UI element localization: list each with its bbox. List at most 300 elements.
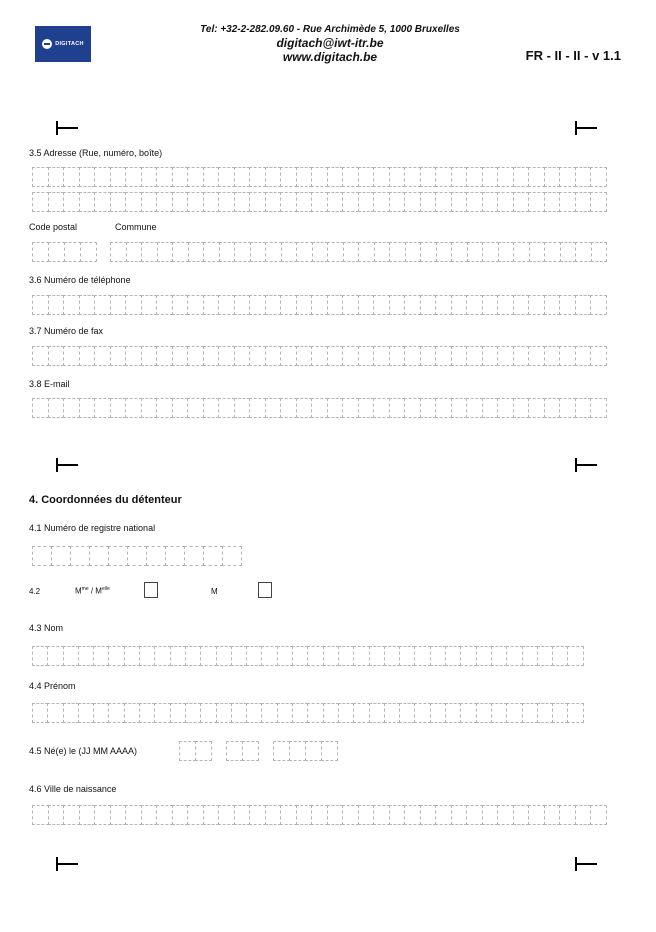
char-box[interactable] [389,167,406,187]
char-box[interactable] [430,646,446,666]
char-box[interactable] [47,646,63,666]
char-box[interactable] [187,398,204,418]
char-box[interactable] [307,646,323,666]
char-box[interactable] [513,192,530,212]
char-box[interactable] [338,703,354,723]
char-box[interactable] [249,167,266,187]
char-box[interactable] [249,346,266,366]
char-box[interactable] [513,805,530,825]
commune-field[interactable] [110,242,606,262]
char-box[interactable] [420,295,437,315]
char-box[interactable] [234,398,251,418]
name-field[interactable] [32,646,583,666]
char-box[interactable] [78,646,94,666]
char-box[interactable] [231,646,247,666]
char-box[interactable] [234,167,251,187]
char-box[interactable] [141,346,158,366]
char-box[interactable] [353,646,369,666]
char-box[interactable] [78,703,94,723]
char-box[interactable] [48,398,65,418]
char-box[interactable] [389,805,406,825]
char-box[interactable] [497,295,514,315]
char-box[interactable] [127,546,147,566]
char-box[interactable] [218,346,235,366]
char-box[interactable] [187,295,204,315]
char-box[interactable] [126,242,143,262]
char-box[interactable] [497,346,514,366]
char-box[interactable] [414,646,430,666]
char-box[interactable] [139,646,155,666]
char-box[interactable] [466,167,483,187]
char-box[interactable] [172,346,189,366]
char-box[interactable] [358,398,375,418]
char-box[interactable] [420,398,437,418]
char-box[interactable] [110,805,127,825]
char-box[interactable] [32,167,49,187]
char-box[interactable] [292,646,308,666]
char-box[interactable] [404,346,421,366]
char-box[interactable] [373,167,390,187]
char-box[interactable] [265,167,282,187]
address-line-1-field[interactable] [32,167,606,187]
char-box[interactable] [591,242,608,262]
char-box[interactable] [218,398,235,418]
char-box[interactable] [498,242,515,262]
char-box[interactable] [338,646,354,666]
char-box[interactable] [513,398,530,418]
char-box[interactable] [506,703,522,723]
char-box[interactable] [141,167,158,187]
char-box[interactable] [200,646,216,666]
char-box[interactable] [125,805,142,825]
char-box[interactable] [358,167,375,187]
char-box[interactable] [323,646,339,666]
char-box[interactable] [280,805,297,825]
char-box[interactable] [110,242,127,262]
char-box[interactable] [292,703,308,723]
char-box[interactable] [48,242,65,262]
char-box[interactable] [358,242,375,262]
char-box[interactable] [327,192,344,212]
char-box[interactable] [404,295,421,315]
email-field[interactable] [32,398,606,418]
char-box[interactable] [234,192,251,212]
char-box[interactable] [64,242,81,262]
char-box[interactable] [48,346,65,366]
char-box[interactable] [249,805,266,825]
char-box[interactable] [280,192,297,212]
char-box[interactable] [528,295,545,315]
char-box[interactable] [513,295,530,315]
char-box[interactable] [311,295,328,315]
char-box[interactable] [482,346,499,366]
char-box[interactable] [544,167,561,187]
char-box[interactable] [307,703,323,723]
char-box[interactable] [265,398,282,418]
char-box[interactable] [141,242,158,262]
char-box[interactable] [63,703,79,723]
char-box[interactable] [327,242,344,262]
char-box[interactable] [559,398,576,418]
char-box[interactable] [327,167,344,187]
char-box[interactable] [203,167,220,187]
char-box[interactable] [94,295,111,315]
char-box[interactable] [537,646,553,666]
char-box[interactable] [373,398,390,418]
char-box[interactable] [218,167,235,187]
char-box[interactable] [327,346,344,366]
char-box[interactable] [79,346,96,366]
fax-field[interactable] [32,346,606,366]
char-box[interactable] [420,192,437,212]
char-box[interactable] [528,346,545,366]
char-box[interactable] [203,805,220,825]
char-box[interactable] [289,741,306,761]
char-box[interactable] [544,346,561,366]
char-box[interactable] [203,346,220,366]
char-box[interactable] [48,167,65,187]
char-box[interactable] [125,398,142,418]
char-box[interactable] [296,346,313,366]
char-box[interactable] [32,805,49,825]
char-box[interactable] [79,167,96,187]
char-box[interactable] [575,346,592,366]
char-box[interactable] [575,242,592,262]
char-box[interactable] [482,192,499,212]
char-box[interactable] [94,192,111,212]
char-box[interactable] [436,242,453,262]
char-box[interactable] [559,295,576,315]
char-box[interactable] [172,398,189,418]
char-box[interactable] [552,646,568,666]
char-box[interactable] [32,398,49,418]
char-box[interactable] [404,192,421,212]
char-box[interactable] [311,192,328,212]
char-box[interactable] [311,167,328,187]
char-box[interactable] [165,546,185,566]
char-box[interactable] [170,646,186,666]
char-box[interactable] [154,703,170,723]
char-box[interactable] [544,398,561,418]
char-box[interactable] [497,167,514,187]
char-box[interactable] [125,295,142,315]
char-box[interactable] [141,398,158,418]
char-box[interactable] [305,741,322,761]
char-box[interactable] [218,295,235,315]
postal-code-field[interactable] [32,242,96,262]
char-box[interactable] [399,646,415,666]
char-box[interactable] [203,546,223,566]
char-box[interactable] [203,242,220,262]
char-box[interactable] [522,703,538,723]
char-box[interactable] [544,242,561,262]
char-box[interactable] [296,242,313,262]
birthplace-field[interactable] [32,805,606,825]
char-box[interactable] [63,346,80,366]
char-box[interactable] [590,192,607,212]
char-box[interactable] [265,346,282,366]
char-box[interactable] [491,703,507,723]
char-box[interactable] [156,192,173,212]
char-box[interactable] [435,398,452,418]
char-box[interactable] [94,805,111,825]
birth-month-field[interactable] [226,741,258,761]
char-box[interactable] [187,192,204,212]
char-box[interactable] [466,295,483,315]
char-box[interactable] [296,805,313,825]
char-box[interactable] [234,805,251,825]
char-box[interactable] [482,805,499,825]
char-box[interactable] [537,703,553,723]
char-box[interactable] [246,646,262,666]
char-box[interactable] [343,242,360,262]
char-box[interactable] [188,242,205,262]
mme-mlle-checkbox[interactable] [144,582,158,598]
char-box[interactable] [125,192,142,212]
char-box[interactable] [575,295,592,315]
char-box[interactable] [234,242,251,262]
char-box[interactable] [358,295,375,315]
char-box[interactable] [528,805,545,825]
char-box[interactable] [32,546,52,566]
char-box[interactable] [125,167,142,187]
char-box[interactable] [108,646,124,666]
char-box[interactable] [590,167,607,187]
char-box[interactable] [342,805,359,825]
char-box[interactable] [203,398,220,418]
char-box[interactable] [467,242,484,262]
national-register-field[interactable] [32,546,241,566]
char-box[interactable] [323,703,339,723]
char-box[interactable] [246,703,262,723]
char-box[interactable] [358,192,375,212]
char-box[interactable] [528,192,545,212]
char-box[interactable] [513,346,530,366]
char-box[interactable] [172,192,189,212]
char-box[interactable] [93,646,109,666]
char-box[interactable] [575,805,592,825]
char-box[interactable] [466,192,483,212]
char-box[interactable] [280,398,297,418]
char-box[interactable] [420,805,437,825]
char-box[interactable] [311,805,328,825]
char-box[interactable] [528,167,545,187]
char-box[interactable] [311,346,328,366]
char-box[interactable] [560,242,577,262]
char-box[interactable] [261,703,277,723]
char-box[interactable] [369,646,385,666]
m-checkbox[interactable] [258,582,272,598]
char-box[interactable] [544,805,561,825]
char-box[interactable] [172,242,189,262]
char-box[interactable] [405,242,422,262]
char-box[interactable] [156,295,173,315]
char-box[interactable] [154,646,170,666]
char-box[interactable] [234,295,251,315]
char-box[interactable] [172,295,189,315]
char-box[interactable] [110,295,127,315]
char-box[interactable] [389,398,406,418]
char-box[interactable] [373,295,390,315]
char-box[interactable] [141,192,158,212]
char-box[interactable] [435,167,452,187]
char-box[interactable] [32,192,49,212]
char-box[interactable] [430,703,446,723]
char-box[interactable] [146,546,166,566]
char-box[interactable] [559,805,576,825]
char-box[interactable] [342,192,359,212]
char-box[interactable] [420,242,437,262]
char-box[interactable] [108,546,128,566]
char-box[interactable] [156,805,173,825]
char-box[interactable] [170,703,186,723]
char-box[interactable] [460,646,476,666]
char-box[interactable] [575,167,592,187]
char-box[interactable] [172,805,189,825]
char-box[interactable] [242,741,259,761]
char-box[interactable] [156,167,173,187]
char-box[interactable] [219,242,236,262]
char-box[interactable] [567,703,583,723]
char-box[interactable] [435,192,452,212]
char-box[interactable] [63,398,80,418]
char-box[interactable] [203,192,220,212]
char-box[interactable] [414,703,430,723]
char-box[interactable] [94,398,111,418]
char-box[interactable] [369,703,385,723]
char-box[interactable] [296,398,313,418]
char-box[interactable] [234,346,251,366]
char-box[interactable] [296,192,313,212]
char-box[interactable] [70,546,90,566]
char-box[interactable] [125,346,142,366]
char-box[interactable] [281,242,298,262]
char-box[interactable] [32,242,49,262]
birth-year-field[interactable] [273,741,337,761]
char-box[interactable] [327,295,344,315]
contact-email[interactable]: digitach@iwt-itr.be [276,36,384,50]
char-box[interactable] [48,192,65,212]
char-box[interactable] [466,805,483,825]
char-box[interactable] [261,646,277,666]
char-box[interactable] [249,295,266,315]
char-box[interactable] [179,741,196,761]
char-box[interactable] [373,192,390,212]
char-box[interactable] [575,398,592,418]
char-box[interactable] [590,398,607,418]
char-box[interactable] [296,167,313,187]
char-box[interactable] [218,805,235,825]
char-box[interactable] [327,805,344,825]
char-box[interactable] [358,805,375,825]
char-box[interactable] [528,398,545,418]
char-box[interactable] [552,703,568,723]
char-box[interactable] [216,646,232,666]
char-box[interactable] [342,398,359,418]
char-box[interactable] [32,295,49,315]
char-box[interactable] [250,242,267,262]
char-box[interactable] [404,398,421,418]
char-box[interactable] [384,646,400,666]
char-box[interactable] [435,805,452,825]
char-box[interactable] [63,167,80,187]
char-box[interactable] [342,295,359,315]
char-box[interactable] [435,346,452,366]
char-box[interactable] [63,295,80,315]
char-box[interactable] [63,192,80,212]
char-box[interactable] [156,346,173,366]
char-box[interactable] [172,167,189,187]
char-box[interactable] [491,646,507,666]
char-box[interactable] [80,242,97,262]
char-box[interactable] [476,703,492,723]
char-box[interactable] [108,703,124,723]
birth-day-field[interactable] [179,741,211,761]
char-box[interactable] [249,192,266,212]
char-box[interactable] [466,398,483,418]
char-box[interactable] [63,646,79,666]
char-box[interactable] [451,346,468,366]
char-box[interactable] [185,703,201,723]
char-box[interactable] [497,398,514,418]
char-box[interactable] [404,167,421,187]
char-box[interactable] [51,546,71,566]
char-box[interactable] [156,398,173,418]
char-box[interactable] [513,242,530,262]
char-box[interactable] [445,646,461,666]
char-box[interactable] [513,167,530,187]
char-box[interactable] [312,242,329,262]
char-box[interactable] [544,295,561,315]
char-box[interactable] [141,805,158,825]
char-box[interactable] [231,703,247,723]
char-box[interactable] [353,703,369,723]
char-box[interactable] [435,295,452,315]
char-box[interactable] [342,346,359,366]
char-box[interactable] [497,192,514,212]
char-box[interactable] [79,295,96,315]
char-box[interactable] [529,242,546,262]
char-box[interactable] [389,242,406,262]
char-box[interactable] [280,295,297,315]
char-box[interactable] [277,703,293,723]
char-box[interactable] [544,192,561,212]
char-box[interactable] [200,703,216,723]
char-box[interactable] [296,295,313,315]
char-box[interactable] [110,346,127,366]
char-box[interactable] [497,805,514,825]
char-box[interactable] [389,295,406,315]
char-box[interactable] [559,192,576,212]
char-box[interactable] [466,346,483,366]
char-box[interactable] [404,805,421,825]
firstname-field[interactable] [32,703,583,723]
char-box[interactable] [226,741,243,761]
char-box[interactable] [590,295,607,315]
char-box[interactable] [311,398,328,418]
char-box[interactable] [445,703,461,723]
char-box[interactable] [93,703,109,723]
char-box[interactable] [420,346,437,366]
char-box[interactable] [110,192,127,212]
char-box[interactable] [506,646,522,666]
char-box[interactable] [327,398,344,418]
char-box[interactable] [374,242,391,262]
char-box[interactable] [32,346,49,366]
char-box[interactable] [280,167,297,187]
char-box[interactable] [187,346,204,366]
char-box[interactable] [265,242,282,262]
